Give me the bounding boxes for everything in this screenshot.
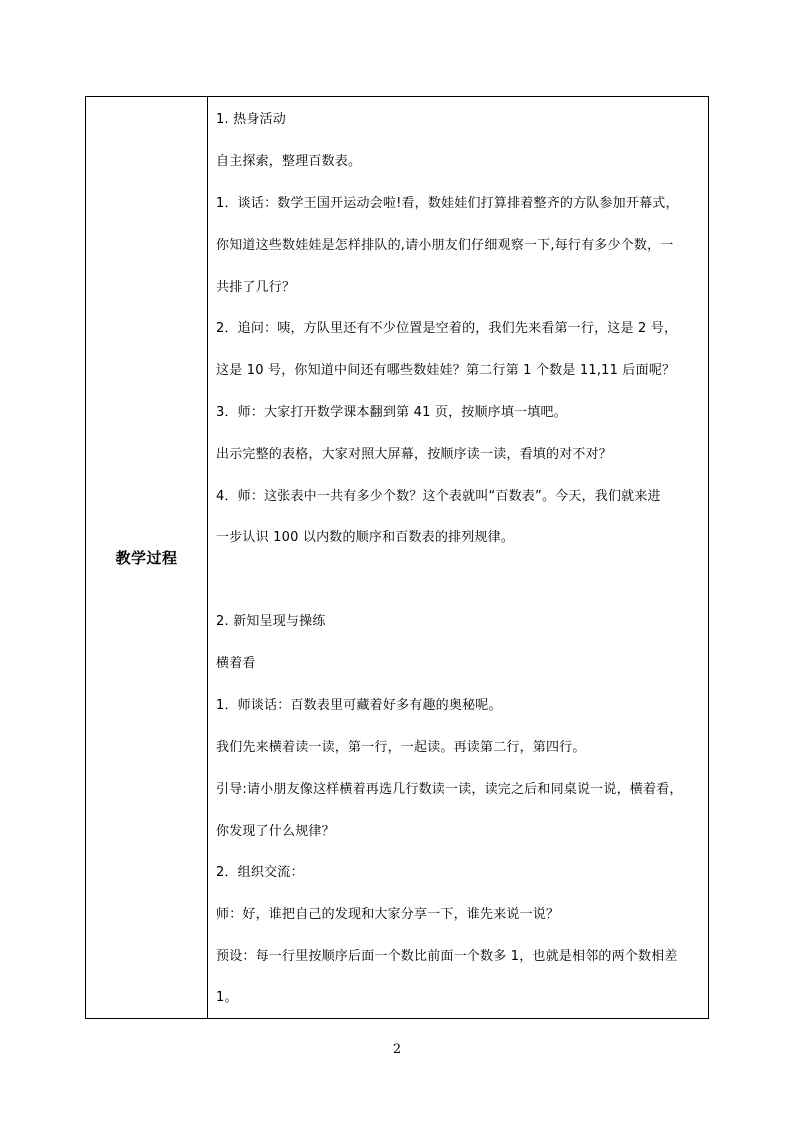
content-line: 引导:请小朋友像这样横着再选几行数读一读，读完之后和同桌说一说，横着看， bbox=[216, 782, 683, 797]
page-number: 2 bbox=[392, 1042, 402, 1057]
content-line: 预设：每一行里按顺序后面一个数比前面一个数多 1，也就是相邻的两个数相差 bbox=[216, 949, 678, 964]
content-line: 1．师谈话：百数表里可藏着好多有趣的奥秘呢。 bbox=[216, 698, 502, 713]
content-line: 你知道这些数娃娃是怎样排队的,请小朋友们仔细观察一下,每行有多少个数，一 bbox=[216, 238, 674, 253]
content-line: 4．师：这张表中一共有多少个数？这个表就叫“百数表”。今天，我们就来进 bbox=[216, 489, 661, 504]
content-line: 2．组织交流： bbox=[216, 865, 304, 880]
content-line: 出示完整的表格，大家对照大屏幕，按顺序读一读，看填的对不对？ bbox=[216, 447, 613, 462]
content-line: 我们先来横着读一读，第一行，一起读。再读第二行，第四行。 bbox=[216, 740, 586, 755]
content-line: 一步认识 100 以内数的顺序和百数表的排列规律。 bbox=[216, 530, 515, 545]
lesson-plan-table bbox=[85, 96, 709, 1019]
content-line: 3．师：大家打开数学课本翻到第 41 页，按顺序填一填吧。 bbox=[216, 405, 567, 420]
heading-warmup: 1. 热身活动 bbox=[216, 112, 286, 127]
content-line: 1。 bbox=[216, 990, 238, 1005]
content-line: 你发现了什么规律？ bbox=[216, 824, 335, 839]
content-line: 师：好，谁把自己的发现和大家分享一下，谁先来说一说？ bbox=[216, 907, 560, 922]
content-line: 这是 10 号，你知道中间还有哪些数娃娃？第二行第 1 个数是 11,11 后面呢？ bbox=[216, 363, 676, 378]
content-line: 2．追问：咦，方队里还有不少位置是空着的，我们先来看第一行，这是 2 号， bbox=[216, 321, 678, 336]
heading-new-knowledge: 2. 新知呈现与操练 bbox=[216, 614, 326, 629]
content-line: 共排了几行？ bbox=[216, 280, 296, 295]
subheading-horizontal: 横着看 bbox=[216, 656, 256, 671]
section-label-cell bbox=[86, 97, 208, 1018]
section-label: 教学过程 bbox=[115, 549, 178, 567]
content-line: 自主探索，整理百数表。 bbox=[216, 154, 362, 169]
content-line: 1．谈话：数学王国开运动会啦!看，数娃娃们打算排着整齐的方队参加开幕式， bbox=[216, 196, 679, 211]
section-content-cell bbox=[208, 97, 708, 1018]
